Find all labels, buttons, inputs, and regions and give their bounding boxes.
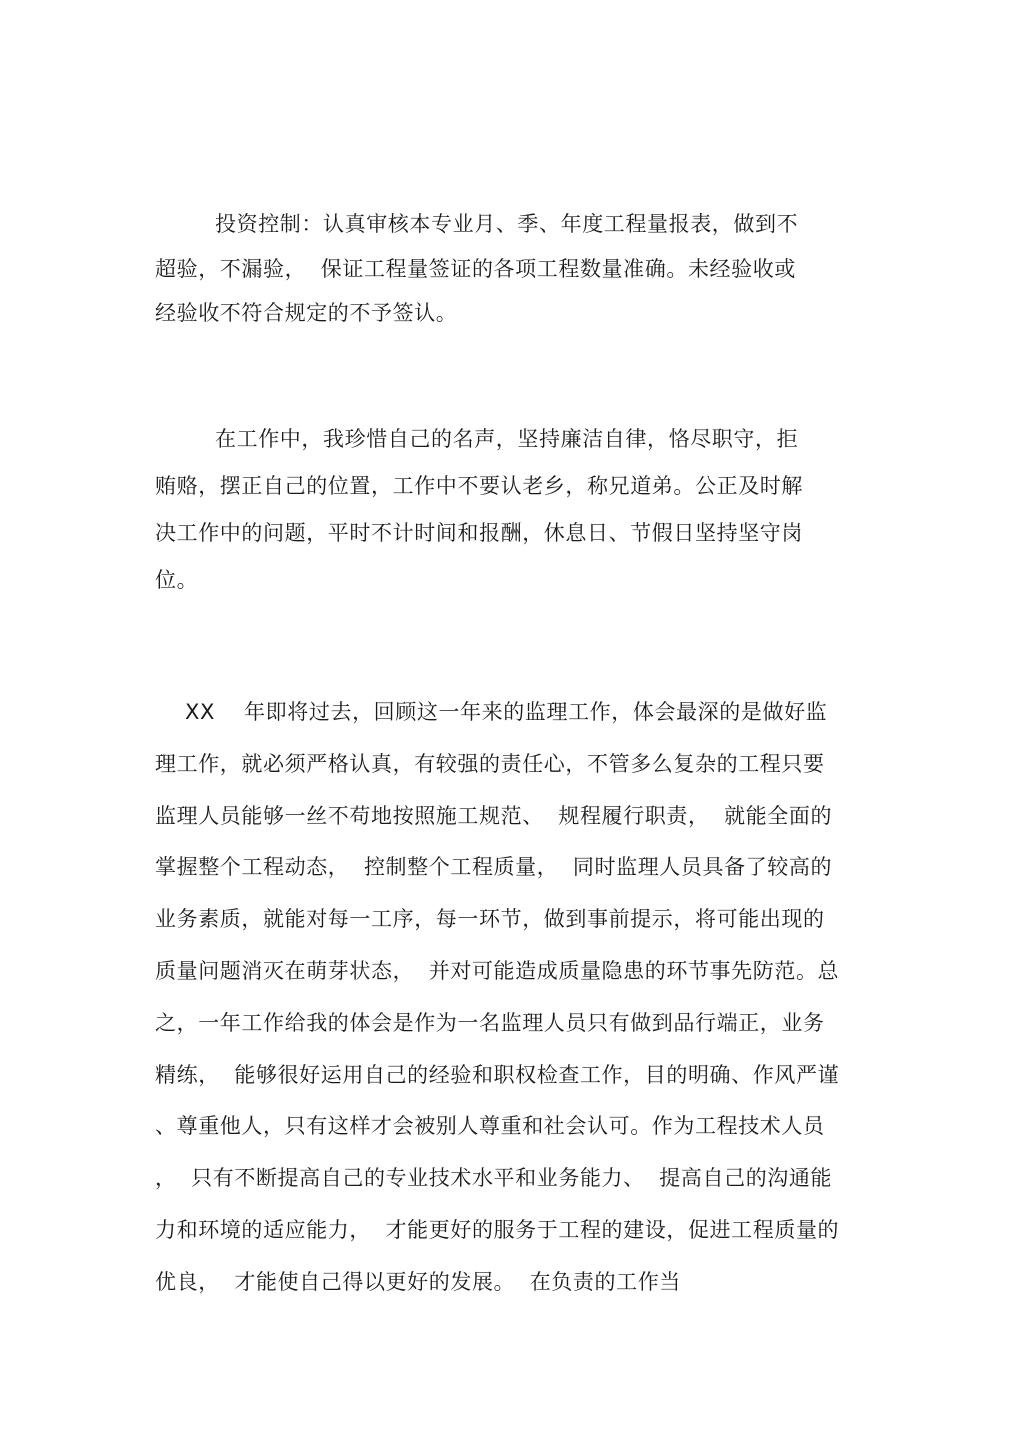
paragraph-3-line-2: 理工作，就必须严格认真，有较强的责任心，不管多么复杂的工程只要	[155, 752, 825, 776]
paragraph-3-line-10: ， 只有不断提高自己的专业技术水平和业务能力、 提高自己的沟通能	[155, 1166, 833, 1190]
paragraph-1-line-1: 投资控制：认真审核本专业月、季、年度工程量报表，做到不	[215, 212, 799, 236]
paragraph-3-line-6: 质量问题消灭在萌芽状态， 并对可能造成质量隐患的环节事先防范。总	[155, 959, 840, 983]
paragraph-2-line-3: 决工作中的问题，平时不计时间和报酬，休息日、节假日坚持坚守岗	[155, 521, 803, 545]
paragraph-1-line-3: 经验收不符合规定的不予签认。	[155, 301, 458, 325]
paragraph-3-line-9: 、尊重他人，只有这样才会被别人尊重和社会认可。作为工程技术人员	[155, 1114, 825, 1138]
paragraph-2-line-2: 贿赂，摆正自己的位置，工作中不要认老乡，称兄道弟。公正及时解	[155, 474, 803, 498]
paragraph-3-line-12: 优良， 才能使自己得以更好的发展。 在负责的工作当	[155, 1270, 681, 1294]
paragraph-2-line-4: 位。	[155, 568, 199, 592]
paragraph-3-line-4: 掌握整个工程动态， 控制整个工程质量， 同时监理人员具备了较高的	[155, 855, 833, 879]
paragraph-1-line-2: 超验，不漏验， 保证工程量签证的各项工程数量准确。未经验收或	[155, 257, 796, 281]
paragraph-3-line-8: 精练， 能够很好运用自己的经验和职权检查工作，目的明确、作风严谨	[155, 1063, 840, 1087]
paragraph-3-line-5: 业务素质，就能对每一工序，每一环节，做到事前提示，将可能出现的	[155, 907, 825, 931]
paragraph-3-line-1: XX 年即将过去，回顾这一年来的监理工作，体会最深的是做好监	[185, 700, 828, 724]
paragraph-2-line-1: 在工作中，我珍惜自己的名声，坚持廉洁自律，恪尽职守，拒	[215, 427, 799, 451]
paragraph-3-line-3: 监理人员能够一丝不苟地按照施工规范、 规程履行职责， 就能全面的	[155, 804, 833, 828]
paragraph-3-line-7: 之，一年工作给我的体会是作为一名监理人员只有做到品行端正，业务	[155, 1011, 825, 1035]
paragraph-3-line-11: 力和环境的适应能力， 才能更好的服务于工程的建设，促进工程质量的	[155, 1218, 840, 1242]
